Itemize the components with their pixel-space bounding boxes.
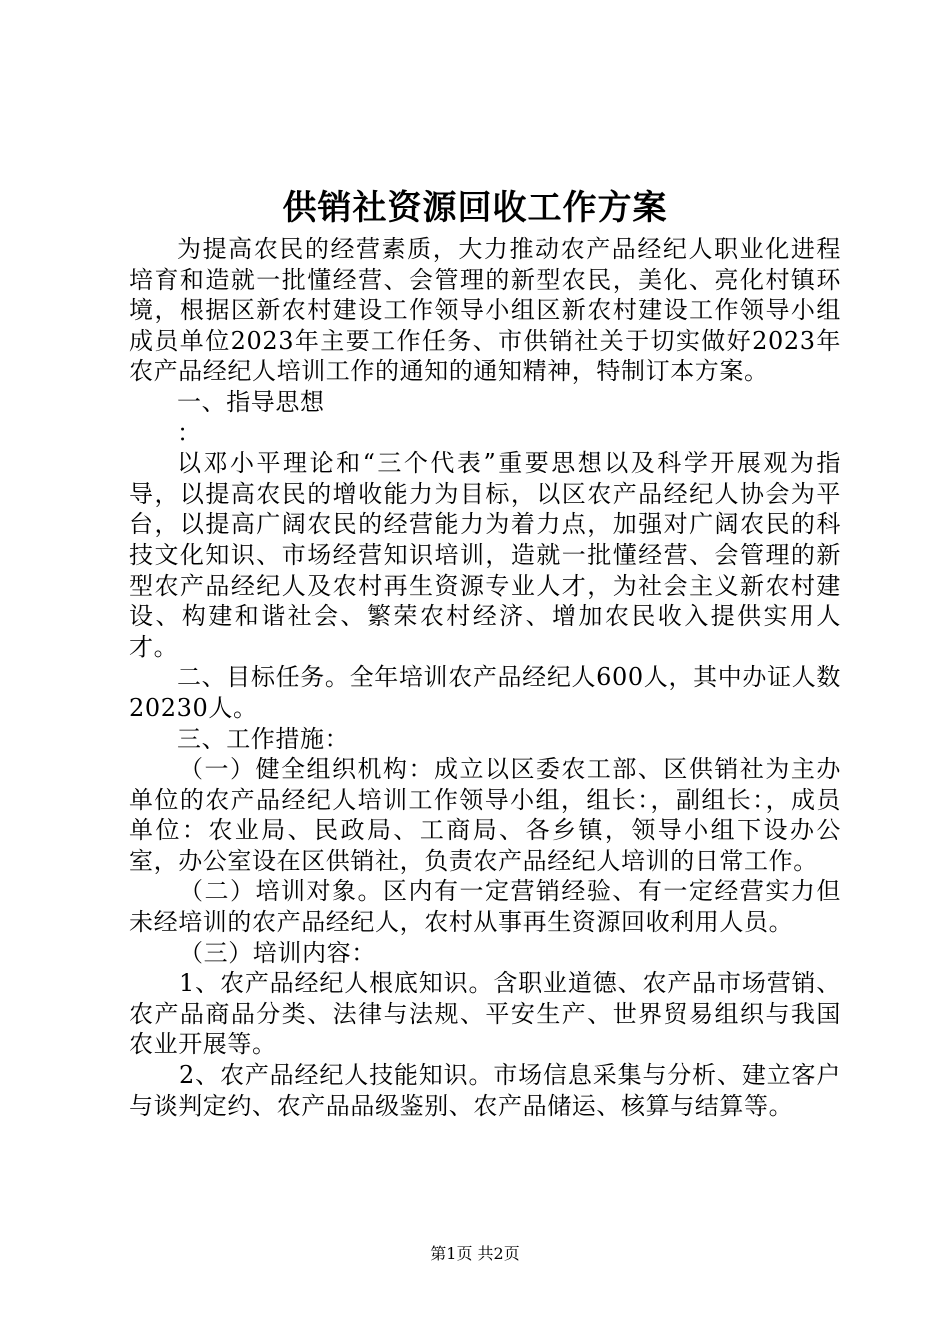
guiding-ideology-paragraph: 以邓小平理论和“三个代表”重要思想以及科学开展观为指导，以提高农民的增收能力为目标，以区农产品经纪人协会为平台，以提高广阔农民的经营能力为着力点，加强对广阔农民的科技文化知识、市场经营知识培训，造就一批懂经营、会管理的新型农产品经纪人及农村再生资源专业人才，为社会主义新农村建设、构建和谐社会、繁荣农村经济、增加农民收入提供实用人才。	[129, 449, 841, 661]
target-tasks-paragraph: 二、目标任务。全年培训农产品经纪人600人，其中办证人数20230人。	[129, 663, 841, 722]
intro-paragraph: 为提高农民的经营素质，大力推动农产品经纪人职业化进程培育和造就一批懂经营、会管理的新型农民，美化、亮化村镇环境，根据区新农村建设工作领导小组区新农村建设工作领导小组成员单位2023年主要工作任务、市供销社关于切实做好2023年农产品经纪人培训工作的通知的通知精神，特制订本方案。	[129, 235, 841, 386]
page-footer: 第1页 共2页	[430, 1244, 520, 1263]
document-body	[129, 234, 841, 1121]
document-title: 供销社资源回收工作方案	[282, 188, 668, 228]
training-content-item-1: 1、农产品经纪人根底知识。含职业道德、农产品市场营销、农产品商品分类、法律与法规、平安生产、世界贸易组织与我国农业开展等。	[129, 969, 841, 1059]
section-heading-guiding-ideology: 一、指导思想	[177, 387, 325, 416]
measure-organization-paragraph: （一）健全组织机构：成立以区委农工部、区供销社为主办单位的农产品经纪人培训工作领导小组，组长：，副组长：，成员单位：农业局、民政局、工商局、各乡镇，领导小组下设办公室，办公室设在区供销社，负责农产品经纪人培训的日常工作。	[129, 755, 841, 875]
measure-training-content-heading: （三）培训内容：	[179, 938, 376, 967]
colon-line: ：	[177, 418, 202, 447]
section-heading-work-measures: 三、工作措施：	[177, 724, 350, 753]
training-content-item-2: 2、农产品经纪人技能知识。市场信息采集与分析、建立客户与谈判定约、农产品品级鉴别、农产品储运、核算与结算等。	[129, 1061, 841, 1120]
measure-training-target-paragraph: （二）培训对象。区内有一定营销经验、有一定经营实力但未经培训的农产品经纪人，农村从事再生资源回收利用人员。	[129, 877, 841, 937]
